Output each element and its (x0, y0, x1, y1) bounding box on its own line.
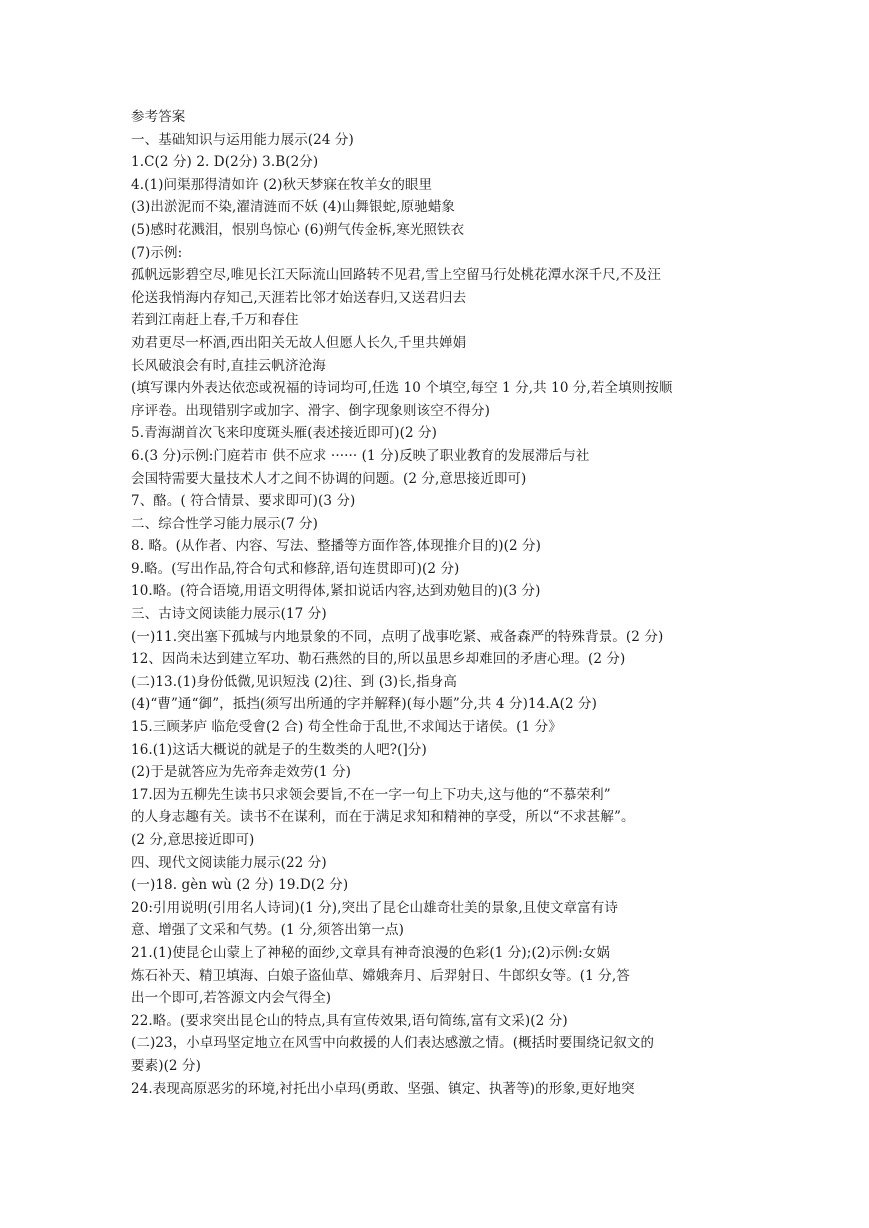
text-line: 24.表现高原恶劣的环境,衬托出小卓玛(勇敢、坚强、镇定、执著等)的形象,更好地突 (131, 1080, 635, 1097)
text-line: (7)示例: (131, 244, 183, 261)
text-line: 20:引用说明(引用名人诗词)(1 分),突出了昆仑山雄奇壮美的景象,且使文章富有诗 (131, 899, 618, 916)
answer-key-page (131, 106, 751, 1100)
text-line: (一)18. gèn wù (2 分) 19.D(2 分) (131, 877, 349, 894)
text-line: 21.(1)使昆仑山蒙上了神秘的面纱,文章具有神奇浪漫的色彩(1 分);(2)示例:女娲 (131, 944, 610, 961)
text-line: 6.(3 分)示例:门庭若市 供不应求 ······ (1 分)反映了职业教育的发展滞后与社 (131, 447, 590, 464)
text-line: 10.略。(符合语境,用语文明得体,紧扣说话内容,达到劝勉目的)(3 分) (131, 583, 541, 600)
text-line: 5.青海湖首次飞来印度斑头雁(表述接近即可)(2 分) (131, 425, 438, 442)
text-line: 4.(1)问渠那得清如许 (2)秋天梦寐在牧羊女的眼里 (131, 176, 433, 193)
text-line: 孤帆远影碧空尽,唯见长江天际流山回路转不见君,雪上空留马行处桃花潭水深千尺,不及汪 (131, 267, 661, 284)
text-line: (3)出淤泥而不染,濯清涟而不妖 (4)山舞银蛇,原驰蜡象 (131, 199, 456, 216)
text-line: (二)13.(1)身份低微,见识短浅 (2)往、到 (3)长,指身高 (131, 673, 457, 690)
text-line: 9.略。(写出作品,符合句式和修辞,语句连贯即可)(2 分) (131, 560, 460, 577)
text-line: (4)“曹”通“御”，抵挡(须写出所通的字并解释)(每小题”分,共 4 分)14.A(2 分) (131, 696, 597, 713)
text-line: (二)23，小卓玛坚定地立在风雪中向救援的人们表达感激之情。(概括时要围绕记叙文的 (131, 1035, 655, 1052)
text-line: (一)11.突出塞下孤城与内地景象的不同，点明了战事吃紧、戒备森严的特殊背景。(2 分) (131, 628, 664, 645)
text-line: 12、因尚未达到建立军功、勒石燕然的目的,所以虽思乡却难回的矛唐心理。(2 分) (131, 651, 626, 668)
text-line: 伦送我悄海内存知己,天涯若比邻才始送春归,又送君归去 (131, 289, 467, 306)
text-line: 出一个即可,若答源文内会气得全) (131, 990, 332, 1007)
text-line: 意、增强了文采和气势。(1 分,须答出第一点) (131, 922, 405, 939)
text-line: 要素)(2 分) (131, 1057, 201, 1074)
text-line: (2)于是就答应为先帝奔走效劳(1 分) (131, 764, 352, 781)
section-heading-4: 四、现代文阅读能力展示(22 分) (131, 854, 327, 871)
text-line: (填写课内外表达依恋或祝福的诗词均可,任选 10 个填空,每空 1 分,共 10 分,若全填则按顺 (131, 380, 673, 397)
text-line: 会国特需要大量技术人才之间不协调的问题。(2 分,意思接近即可) (131, 470, 527, 487)
text-line: 22.略。(要求突出昆仑山的特点,具有宣传效果,语句简练,富有文采)(2 分) (131, 1012, 568, 1029)
text-line: 16.(1)这话大概说的就是子的生数类的人吧?(]分) (131, 741, 427, 758)
text-line: 劝君更尽一杯酒,西出阳关无故人但愿人长久,千里共婵娟 (131, 334, 467, 351)
text-line: 7、酪。( 符合情景、要求即可)(3 分) (131, 493, 356, 510)
answer-key-title: 参考答案 (131, 109, 186, 125)
section-heading-3: 三、古诗文阅读能力展示(17 分) (131, 606, 327, 623)
text-line: 长风破浪会有时,直挂云帆济沧海 (131, 357, 326, 374)
text-line: (2 分,意思接近即可) (131, 832, 255, 848)
text-line: 的人身志趣有关。读书不在谋利，而在于满足求知和精神的享受，所以“不求甚解”。 (131, 809, 635, 826)
text-line: 炼石补天、精卫填海、白娘子盗仙草、嫦娥奔月、后羿射日、牛郎织女等。(1 分,答 (131, 967, 630, 984)
text-line: 若到江南赶上春,千万和春住 (131, 312, 299, 329)
text-line: 15.三顾茅庐 临危受會(2 合) 苟全性命于乱世,不求闻达于诸侯。(1 分》 (131, 719, 562, 736)
text-line: (5)感时花溅泪，恨别鸟惊心 (6)朔气传金柝,寒光照铁衣 (131, 221, 465, 238)
text-line: 8. 略。(从作者、内容、写法、整播等方面作答,体现推介目的)(2 分) (131, 538, 542, 555)
text-line: 1.C(2 分) 2. D(2分) 3.B(2分) (131, 154, 319, 171)
text-line: 序评卷。出现错别字或加字、滑字、倒字现象则该空不得分) (131, 402, 490, 419)
section-heading-1: 一、基础知识与运用能力展示(24 分) (131, 131, 354, 148)
section-heading-2: 二、综合性学习能力展示(7 分) (131, 515, 319, 532)
text-line: 17.因为五柳先生读书只求领会要旨,不在一字一句上下功夫,这与他的“不慕荣利” (131, 786, 611, 803)
